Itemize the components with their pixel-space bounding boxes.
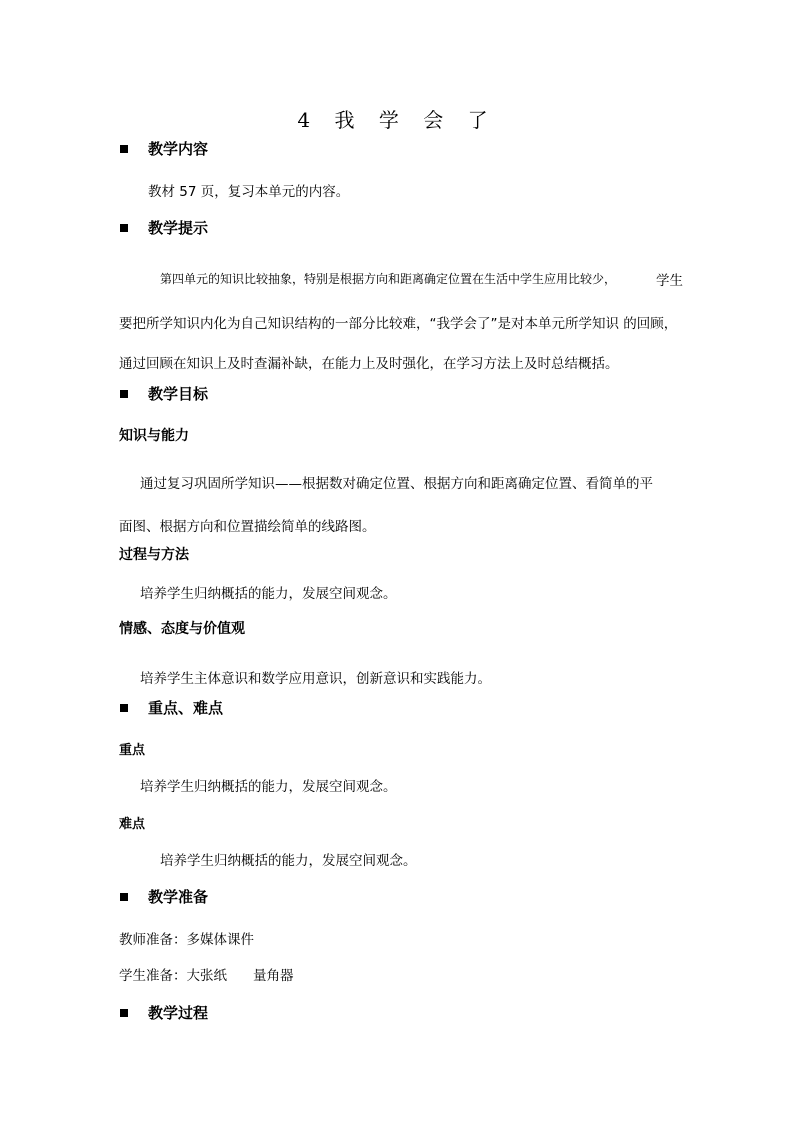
- hints-line-3: 通过回顾在知识上及时查漏补缺，在能力上及时强化，在学习方法上及时总结概括。: [119, 356, 619, 372]
- hints-line-2: 要把所学知识内化为自己知识结构的一部分比较难，“我学会了”是对本单元所学知识 的回顾，: [119, 316, 678, 332]
- goals-emotion-title: 情感、态度与价值观: [119, 621, 245, 637]
- section-heading-label: 教学提示: [148, 219, 209, 237]
- section-heading-prep: [120, 886, 208, 907]
- goals-knowledge-line-2: 面图、根据方向和位置描绘简单的线路图。: [119, 519, 376, 535]
- goals-emotion-text: 培养学生主体意识和数学应用意识，创新意识和实践能力。: [140, 671, 491, 687]
- square-bullet-icon: [120, 893, 128, 901]
- section-heading-hints: [120, 217, 208, 238]
- keypoints-key-text: 培养学生归纳概括的能力，发展空间观念。: [140, 779, 397, 795]
- keypoints-hard-text: 培养学生归纳概括的能力，发展空间观念。: [160, 853, 417, 869]
- keypoints-key-title: 重点: [119, 743, 146, 758]
- prep-teacher: 教师准备：多媒体课件: [119, 932, 254, 948]
- section-heading-label: 教学内容: [148, 140, 209, 158]
- goals-knowledge-line-1: 通过复习巩固所学知识——根据数对确定位置、根据方向和距离确定位置、看简单的平: [140, 476, 653, 492]
- section-heading-goals: [120, 383, 208, 404]
- section-heading-label: 重点、难点: [148, 699, 224, 717]
- square-bullet-icon: [120, 1009, 128, 1017]
- page-title: 4 我 学 会 了: [297, 108, 497, 132]
- section-heading-content: [120, 138, 208, 159]
- goals-knowledge-title: 知识与能力: [119, 428, 189, 444]
- content-text: 教材 57 页，复习本单元的内容。: [148, 184, 350, 200]
- hints-line-1-tail: 学生: [656, 273, 683, 289]
- square-bullet-icon: [120, 704, 128, 712]
- hints-line-1: 第四单元的知识比较抽象，特别是根据方向和距离确定位置在生活中学生应用比较少，: [160, 272, 617, 286]
- section-heading-label: 教学目标: [148, 385, 209, 403]
- section-heading-keypoints: [120, 697, 223, 718]
- square-bullet-icon: [120, 390, 128, 398]
- square-bullet-icon: [120, 145, 128, 153]
- prep-student: 学生准备：大张纸: [119, 968, 227, 984]
- section-heading-label: 教学准备: [148, 888, 209, 906]
- section-heading-process: [120, 1002, 208, 1023]
- prep-student-extra: 量角器: [253, 968, 294, 984]
- goals-process-title: 过程与方法: [119, 547, 189, 563]
- square-bullet-icon: [120, 224, 128, 232]
- keypoints-hard-title: 难点: [119, 817, 146, 832]
- goals-process-text: 培养学生归纳概括的能力，发展空间观念。: [140, 586, 397, 602]
- section-heading-label: 教学过程: [148, 1004, 209, 1022]
